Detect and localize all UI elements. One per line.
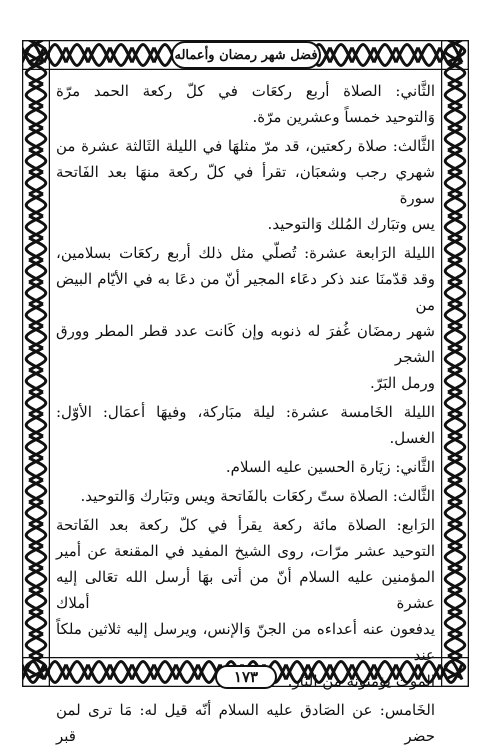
text-line: يدفعون عنه أعداءه من الجنّ وَالإنس، ويرسل إليه ثلاثين ملكاً عند [56,620,435,664]
decorative-border-right [441,40,469,687]
paragraph [56,399,435,451]
text-line: الثَّاني: الصلاة أربع ركعَات في كلّ ركعة الحمد مرّة [56,82,435,100]
decorative-border-left [22,40,50,687]
text-line: الليلة الرَابعة عشرة: تُصلّي مثل ذلك أربع ركعَات بسلامين، [56,244,435,262]
paragraph [56,483,435,509]
paragraph [56,240,435,396]
paragraph [56,78,435,130]
text-line: الثَّاني: زيَارة الحسين عليه السلام. [225,458,435,476]
page-number: ١٧٣ [215,665,277,689]
text-line: الليلة الخَامسة عشرة: ليلة مبَاركة، وفيهَا أعمَال: الأوّل: الغسل. [56,403,435,447]
text-line: التوحيد عشر مرّات، روى الشيخ المفيد في المقنعة عن أمير [56,542,435,560]
text-line: الثَّالث: الصلاة ستّ ركعَات بالفَاتحة ويس وتبَارك وَالتوحيد. [80,487,435,505]
text-line: الرَابع: الصلاة مائة ركعة يقرأ في كلّ ركعة بعد الفَاتحة [56,516,435,534]
page-header-title: فضل شهر رمضان وأعماله [171,41,321,69]
text-line: وقد قدّمنَا عند ذكر دعَاء المجير أنّ من دعَا به في الأيّام البيض من [56,270,435,314]
paragraph [56,454,435,480]
text-line: ورمل البَرّ. [370,374,435,392]
paragraph [56,697,435,749]
text-line: الخَامس: عن الصَادق عليه السلام أنّه قيل له: مَا ترى لمن حضر قبر [56,701,435,745]
text-line: شهري رجب وشعبَان، تقرأ في كلّ ركعة منهَا بعد الفَاتحة سورة [56,163,435,207]
text-line: يس وتبَارك المُلك وَالتوحيد. [267,215,435,233]
text-line: الثَّالث: صلاة ركعتين، قد مرّ مثلهَا في الليلة الثَالثة عشرة من [56,137,435,155]
text-line: وَالتوحيد خمساً وعشرين مرّة. [252,108,435,126]
paragraph [56,512,435,694]
text-line: المؤمنين عليه السلام أنّ من أتى بهَا أرسل الله تعَالى إليه عشرة أملاك [56,568,435,612]
text-line: الموت يؤمّنونه من النَار. [287,672,435,690]
paragraph [56,133,435,237]
text-line: شهر رمضَان غُفرَ له ذنوبه وإن كَانت عدد قطر المطر وورق الشجر [56,322,435,366]
